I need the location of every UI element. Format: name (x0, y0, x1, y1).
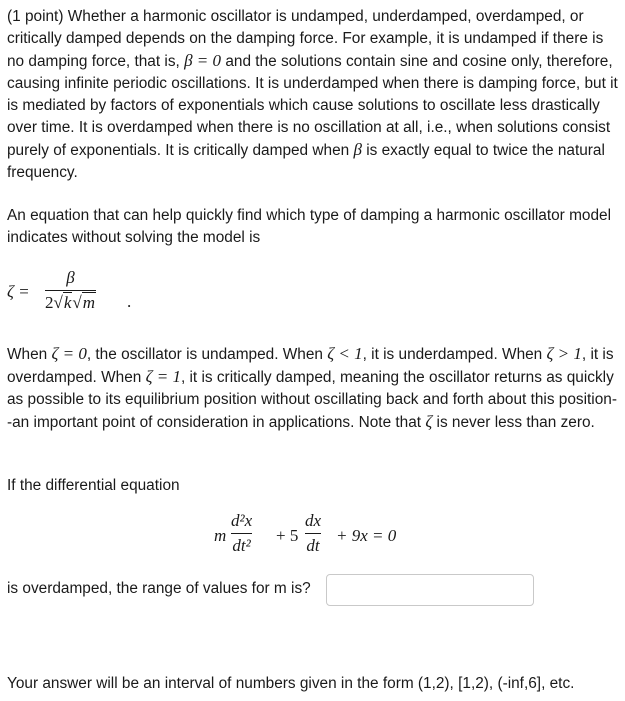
de-second-derivative (231, 511, 252, 556)
intro-paragraph (7, 6, 619, 184)
points-label: (1 point) (7, 8, 64, 25)
cases-text-1: When (7, 346, 52, 363)
de-plus-5: + 5 (276, 526, 299, 545)
sqrt-k: k (63, 293, 72, 312)
question-text: is overdamped, the range of values for m is? (7, 580, 311, 597)
zeta-lt-one-math: ζ < 1 (327, 344, 363, 363)
de-fraction-bar-1 (231, 533, 252, 534)
differential-equation (214, 511, 434, 563)
de-m: m (214, 526, 227, 545)
den-coefficient: 2 (45, 293, 54, 312)
zeta-numerator: β (66, 268, 75, 287)
hint-text: Your answer will be an interval of numbers given in the form (1,2), [1,2), (-inf,6], etc. (7, 675, 575, 692)
intro-text-3: is exactly equal to twice the natural frequency. (7, 142, 605, 181)
de-fraction-bar-2 (305, 533, 321, 534)
zeta-period: . (127, 292, 132, 311)
intro-text-1: Whether a harmonic oscillator is undamped, underdamped, overdamped, or critically damped depends on the damping force. For example, it is undamped if there is no damping force, that is, (7, 8, 604, 70)
de-intro-paragraph: If the differential equation (7, 477, 180, 494)
fraction-bar (45, 290, 96, 291)
cases-text-3: , it is underdamped. When (362, 346, 547, 363)
beta-zero-math: β = 0 (184, 51, 222, 70)
de-d2x: d²x (231, 511, 253, 530)
cases-text-4: , it is overdamped. When (7, 346, 614, 386)
zeta-eq-zero-math: ζ = 0 (51, 344, 87, 363)
de-dt: dt (306, 536, 320, 555)
zeta-lhs: ζ = (7, 282, 30, 301)
sqrt-m: m (82, 293, 96, 312)
zeta-math: ζ (425, 412, 433, 431)
zeta-fraction (45, 268, 96, 313)
zeta-cases-paragraph (7, 343, 619, 434)
sqrt-sign-2: √ (72, 293, 82, 312)
cases-text-5: , it is critically damped, meaning the oscillator returns as quickly as possible to its equilibrium position without oscillating back and forth about this position--an important point of consideration in applications. Note that (7, 369, 617, 431)
sqrt-sign: √ (53, 293, 63, 312)
beta-math: β (353, 140, 362, 159)
de-dt2: dt² (232, 536, 251, 555)
zeta-denominator (45, 293, 96, 313)
equation-intro-paragraph: An equation that can help quickly find which type of damping a harmonic oscillator model indicates without solving the model is (7, 207, 611, 246)
zeta-eq-one-math: ζ = 1 (145, 367, 181, 386)
zeta-gt-one-math: ζ > 1 (546, 344, 582, 363)
de-first-derivative (305, 511, 321, 556)
de-rest: + 9x = 0 (336, 526, 397, 545)
cases-text-6: is never less than zero. (432, 414, 595, 431)
intro-text-2: and the solutions contain sine and cosine only, therefore, causing infinite periodic oscillations. It is underdamped when there is damping force, but it is mediated by factors of exponentials which cause solutions to oscillate less drastically over time. It is overdamped when there is no oscillation at all, i.e., when solutions consist purely of exponentials. It is critically damped when (7, 53, 618, 159)
de-dx: dx (305, 511, 322, 530)
zeta-formula (7, 268, 207, 328)
cases-text-2: , the oscillator is undamped. When (86, 346, 328, 363)
answer-input[interactable] (326, 574, 534, 606)
